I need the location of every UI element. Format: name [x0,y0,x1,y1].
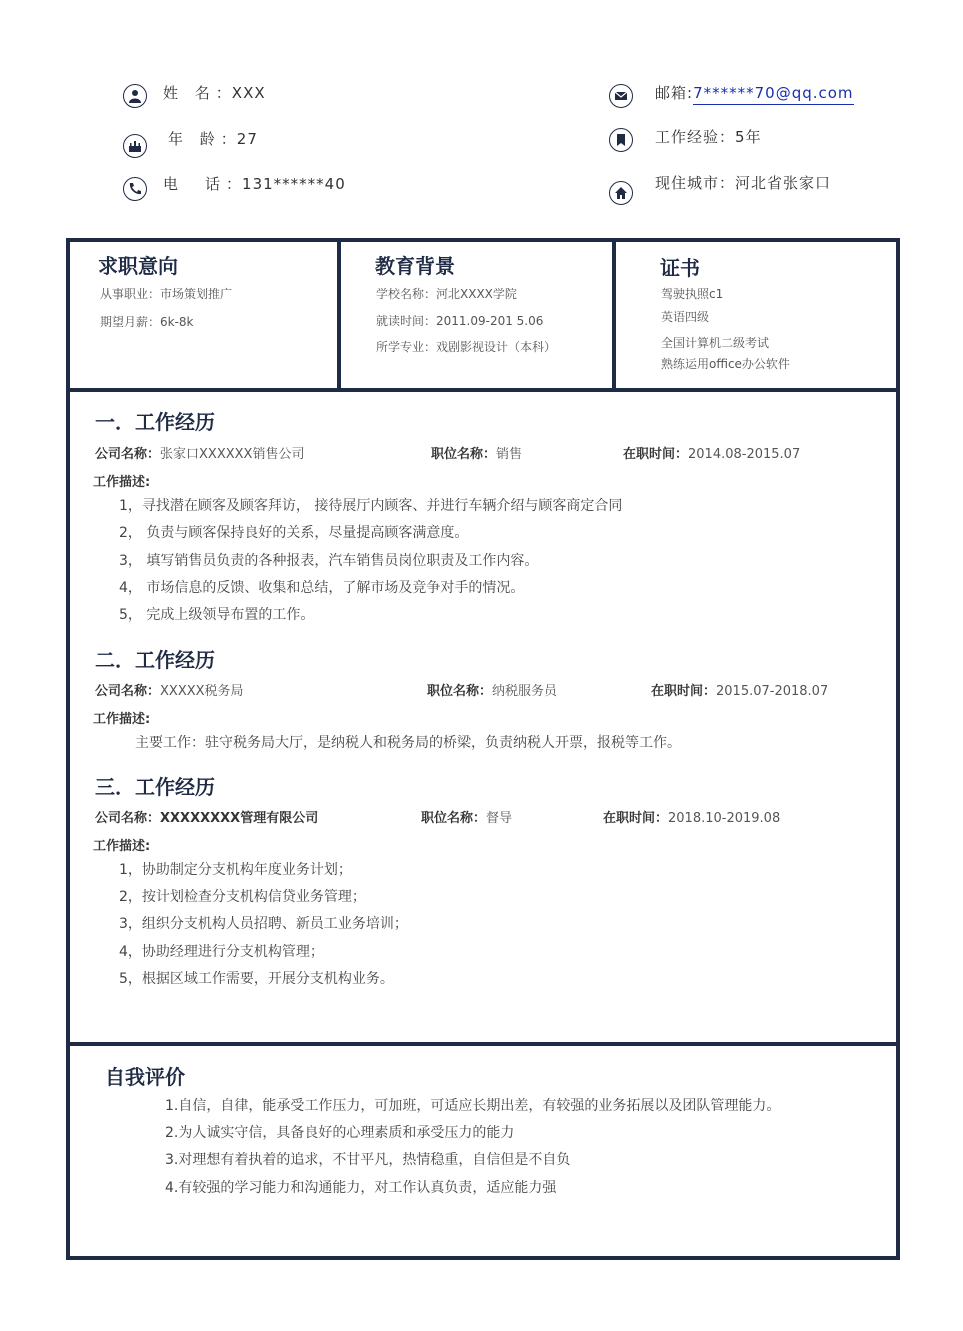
job-1-item: 1，寻找潜在顾客及顾客拜访， 接待展厅内顾客、并进行车辆介绍与顾客商定合同 [119,498,623,514]
job-2-item: 主要工作：驻守税务局大厅，是纳税人和税务局的桥梁，负责纳税人开票，报税等工作。 [135,735,681,751]
job-1-item: 3， 填写销售员负责的各种报表，汽车销售员岗位职责及工作内容。 [119,553,539,569]
job-3-desc-label: 工作描述: [93,839,151,854]
job-3-item: 3，组织分支机构人员招聘、新员工业务培训； [119,916,408,932]
intent-salary: 期望月薪：6k-8k [100,315,194,329]
email-field: 邮箱:7******70@qq.com [655,82,854,103]
job-3-position: 职位名称：督导 [421,811,513,826]
phone-icon [123,177,147,201]
job-1-position: 职位名称：销售 [431,447,523,462]
certificate-item: 英语四级 [661,310,710,324]
certificate-item: 熟练运用office办公软件 [661,357,790,371]
job-3-item: 5，根据区域工作需要，开展分支机构业务。 [119,971,394,987]
education-major: 所学专业：戏剧影视设计（本科） [376,340,557,354]
job-2-desc-label: 工作描述: [93,712,151,727]
city-field: 现住城市：河北省张家口 [655,174,832,192]
job-1-item: 5， 完成上级领导布置的工作。 [119,607,315,623]
certificate-item: 全国计算机二级考试 [661,336,770,350]
mail-icon [609,84,633,108]
job-2-title: 二．工作经历 [95,648,215,672]
experience-field: 工作经验：5年 [655,128,762,146]
job-2-company: 公司名称：XXXXX税务局 [95,684,244,699]
self-eval-item: 1.自信，自律，能承受工作压力，可加班，可适应长期出差，有较强的业务拓展以及团队管理能力。 [165,1098,781,1114]
self-eval-item: 3.对理想有着执着的追求，不甘平凡，热情稳重，自信但是不自负 [165,1152,571,1168]
age-field: 年 龄：27 [168,130,258,148]
education-school: 学校名称：河北XXXX学院 [376,287,517,301]
job-3-item: 4，协助经理进行分支机构管理； [119,944,324,960]
certificates-title: 证书 [660,256,700,280]
certificate-item: 驾驶执照c1 [661,287,724,301]
education-period: 就读时间：2011.09-201 5.06 [376,314,544,328]
intent-title: 求职意向 [98,254,178,278]
job-2-position: 职位名称：纳税服务员 [427,684,558,699]
job-2-time: 在职时间：2015.07-2018.07 [651,684,829,699]
job-1-title: 一．工作经历 [95,410,215,434]
job-1-item: 4， 市场信息的反馈、收集和总结，了解市场及竞争对手的情况。 [119,580,525,596]
education-title: 教育背景 [375,254,455,278]
self-eval-item: 4.有较强的学习能力和沟通能力，对工作认真负责，适应能力强 [165,1180,557,1196]
job-1-company: 公司名称：张家口XXXXXX销售公司 [95,447,305,462]
column-divider [337,238,341,392]
job-3-item: 1，协助制定分支机构年度业务计划； [119,862,352,878]
column-divider [612,238,616,392]
job-1-time: 在职时间：2014.08-2015.07 [623,447,801,462]
job-3-title: 三．工作经历 [95,775,215,799]
person-icon [123,84,147,108]
email-link[interactable]: 7******70@qq.com [693,84,853,105]
job-3-time: 在职时间：2018.10-2019.08 [603,811,781,826]
self-eval-title: 自我评价 [105,1065,185,1089]
job-1-desc-label: 工作描述: [93,475,151,490]
home-icon [609,181,633,205]
self-eval-item: 2.为人诚实守信，具备良好的心理素质和承受压力的能力 [165,1125,515,1141]
job-3-company: 公司名称：XXXXXXXX管理有限公司 [95,811,319,826]
bookmark-icon [609,128,633,152]
name-field: 姓 名：XXX [163,84,266,102]
job-3-item: 2，按计划检查分支机构信贷业务管理； [119,889,366,905]
intent-occupation: 从事职业：市场策划推广 [100,287,233,301]
cake-icon [123,134,147,158]
phone-field: 电 话：131******40 [163,175,346,193]
job-1-item: 2， 负责与顾客保持良好的关系，尽量提高顾客满意度。 [119,525,469,541]
